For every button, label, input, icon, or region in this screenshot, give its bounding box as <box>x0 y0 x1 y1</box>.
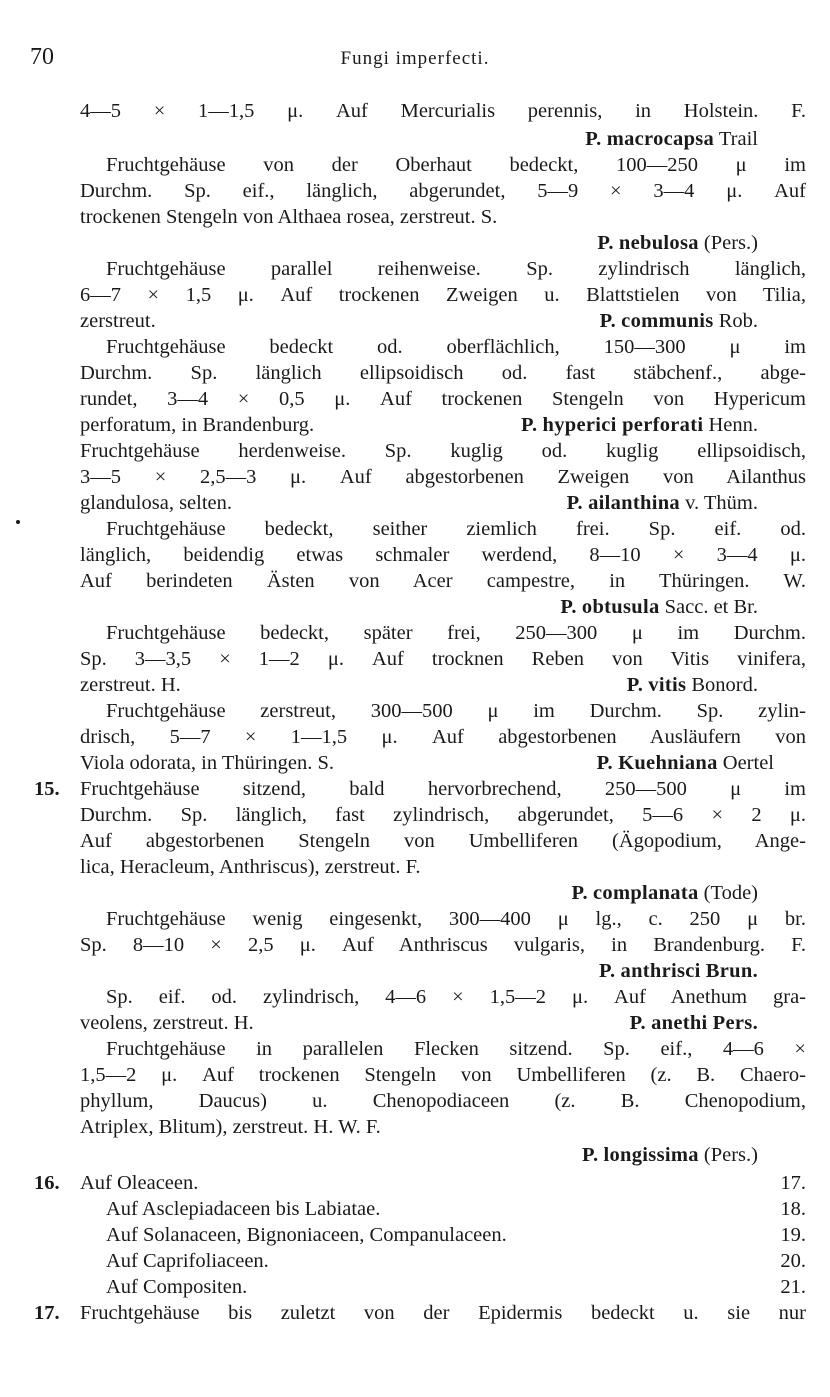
couplet-number: 17. <box>34 1302 60 1324</box>
text-line: lica, Heracleum, Anthriscus), zerstreut. F. <box>80 856 421 878</box>
running-title: Fungi imperfecti. <box>340 48 490 69</box>
text-line: Durchm. Sp. länglich, fast zylindrisch, abgerundet, 5—6 × 2 μ. <box>80 804 806 826</box>
text-line: Fruchtgehäuse herdenweise. Sp. kuglig od. kuglig ellipsoidisch, <box>80 440 806 462</box>
text-line: länglich, beidendig etwas schmaler werdend, 8—10 × 3—4 μ. <box>80 544 806 566</box>
text-line: Fruchtgehäuse bis zuletzt von der Epidermis bedeckt u. sie nur <box>80 1302 806 1324</box>
species-name-line: P. nebulosa (Pers.) <box>597 232 758 254</box>
species-name-line: P. anthrisci Brun. <box>599 960 758 982</box>
text-line: 3—5 × 2,5—3 μ. Auf abgestorbenen Zweigen von Ailanthus <box>80 466 806 488</box>
text-line: Durchm. Sp. eif., länglich, abgerundet, 5—9 × 3—4 μ. Auf <box>80 180 806 202</box>
text-line: Sp. 8—10 × 2,5 μ. Auf Anthriscus vulgaris, in Brandenburg. F. <box>80 934 806 956</box>
text-line: Durchm. Sp. länglich ellipsoidisch od. fast stäbchenf., abge- <box>80 362 806 384</box>
text-line: Fruchtgehäuse von der Oberhaut bedeckt, 100—250 μ im <box>106 154 806 176</box>
text-line: Fruchtgehäuse zerstreut, 300—500 μ im Durchm. Sp. zylin- <box>106 700 806 722</box>
couplet-number: 15. <box>34 778 60 800</box>
text-line: 4—5 × 1—1,5 μ. Auf Mercurialis perennis, in Holstein. F. <box>80 100 806 122</box>
page-header <box>0 44 830 74</box>
key-lead: Auf Asclepiadaceen bis Labiatae. 18. <box>106 1198 806 1220</box>
text-line: trockenen Stengeln von Althaea rosea, zerstreut. S. <box>80 206 498 228</box>
species-name-line: P. longissima (Pers.) <box>582 1144 758 1166</box>
text-line: Fruchtgehäuse bedeckt od. oberflächlich, 150—300 μ im <box>106 336 806 358</box>
couplet-number: 16. <box>34 1172 60 1194</box>
species-name-line: P. complanata (Tode) <box>571 882 758 904</box>
text-line: 1,5—2 μ. Auf trockenen Stengeln von Umbelliferen (z. B. Chaero- <box>80 1064 806 1086</box>
text-line: rundet, 3—4 × 0,5 μ. Auf trockenen Stengeln von Hypericum <box>80 388 806 410</box>
text-line: Fruchtgehäuse in parallelen Flecken sitzend. Sp. eif., 4—6 × <box>106 1038 806 1060</box>
text-line-with-species: veolens, zerstreut. H. P. anethi Pers. <box>80 1012 758 1034</box>
text-line: Fruchtgehäuse wenig eingesenkt, 300—400 μ lg., c. 250 μ br. <box>106 908 806 930</box>
text-line-with-species: zerstreut. P. communis Rob. <box>80 310 758 332</box>
text-line-with-species: zerstreut. H. P. vitis Bonord. <box>80 674 758 696</box>
page-number: 70 <box>30 44 54 70</box>
text-line: Fruchtgehäuse parallel reihenweise. Sp. zylindrisch länglich, <box>106 258 806 280</box>
margin-mark <box>16 520 20 524</box>
text-line: drisch, 5—7 × 1—1,5 μ. Auf abgestorbenen Ausläufern von <box>80 726 806 748</box>
text-line: Fruchtgehäuse bedeckt, später frei, 250—300 μ im Durchm. <box>106 622 806 644</box>
text-line: Sp. 3—3,5 × 1—2 μ. Auf trocknen Reben von Vitis vinifera, <box>80 648 806 670</box>
text-line: Fruchtgehäuse sitzend, bald hervorbrechend, 250—500 μ im <box>80 778 806 800</box>
key-lead: Auf Compositen. 21. <box>106 1276 806 1298</box>
species-name-line: P. macrocapsa Trail <box>585 128 758 150</box>
text-line: Auf abgestorbenen Stengeln von Umbelliferen (Ägopodium, Ange- <box>80 830 806 852</box>
key-lead: Auf Oleaceen. 17. <box>80 1172 806 1194</box>
text-line: phyllum, Daucus) u. Chenopodiaceen (z. B. Chenopodium, <box>80 1090 806 1112</box>
text-line-with-species: perforatum, in Brandenburg. P. hyperici perforati Henn. <box>80 414 758 436</box>
species-name-line: P. obtusula Sacc. et Br. <box>560 596 758 618</box>
text-line: Fruchtgehäuse bedeckt, seither ziemlich frei. Sp. eif. od. <box>106 518 806 540</box>
text-line: 6—7 × 1,5 μ. Auf trockenen Zweigen u. Blattstielen von Tilia, <box>80 284 806 306</box>
text-line: Sp. eif. od. zylindrisch, 4—6 × 1,5—2 μ. Auf Anethum gra- <box>106 986 806 1008</box>
key-lead: Auf Caprifoliaceen. 20. <box>106 1250 806 1272</box>
text-line: Auf berindeten Ästen von Acer campestre, in Thüringen. W. <box>80 570 806 592</box>
text-line-with-species: glandulosa, selten. P. ailanthina v. Thüm. <box>80 492 758 514</box>
text-line: Atriplex, Blitum), zerstreut. H. W. F. <box>80 1116 381 1138</box>
key-lead: Auf Solanaceen, Bignoniaceen, Companulaceen. 19. <box>106 1224 806 1246</box>
text-line-with-species: Viola odorata, in Thüringen. S. P. Kuehniana Oertel <box>80 752 774 774</box>
